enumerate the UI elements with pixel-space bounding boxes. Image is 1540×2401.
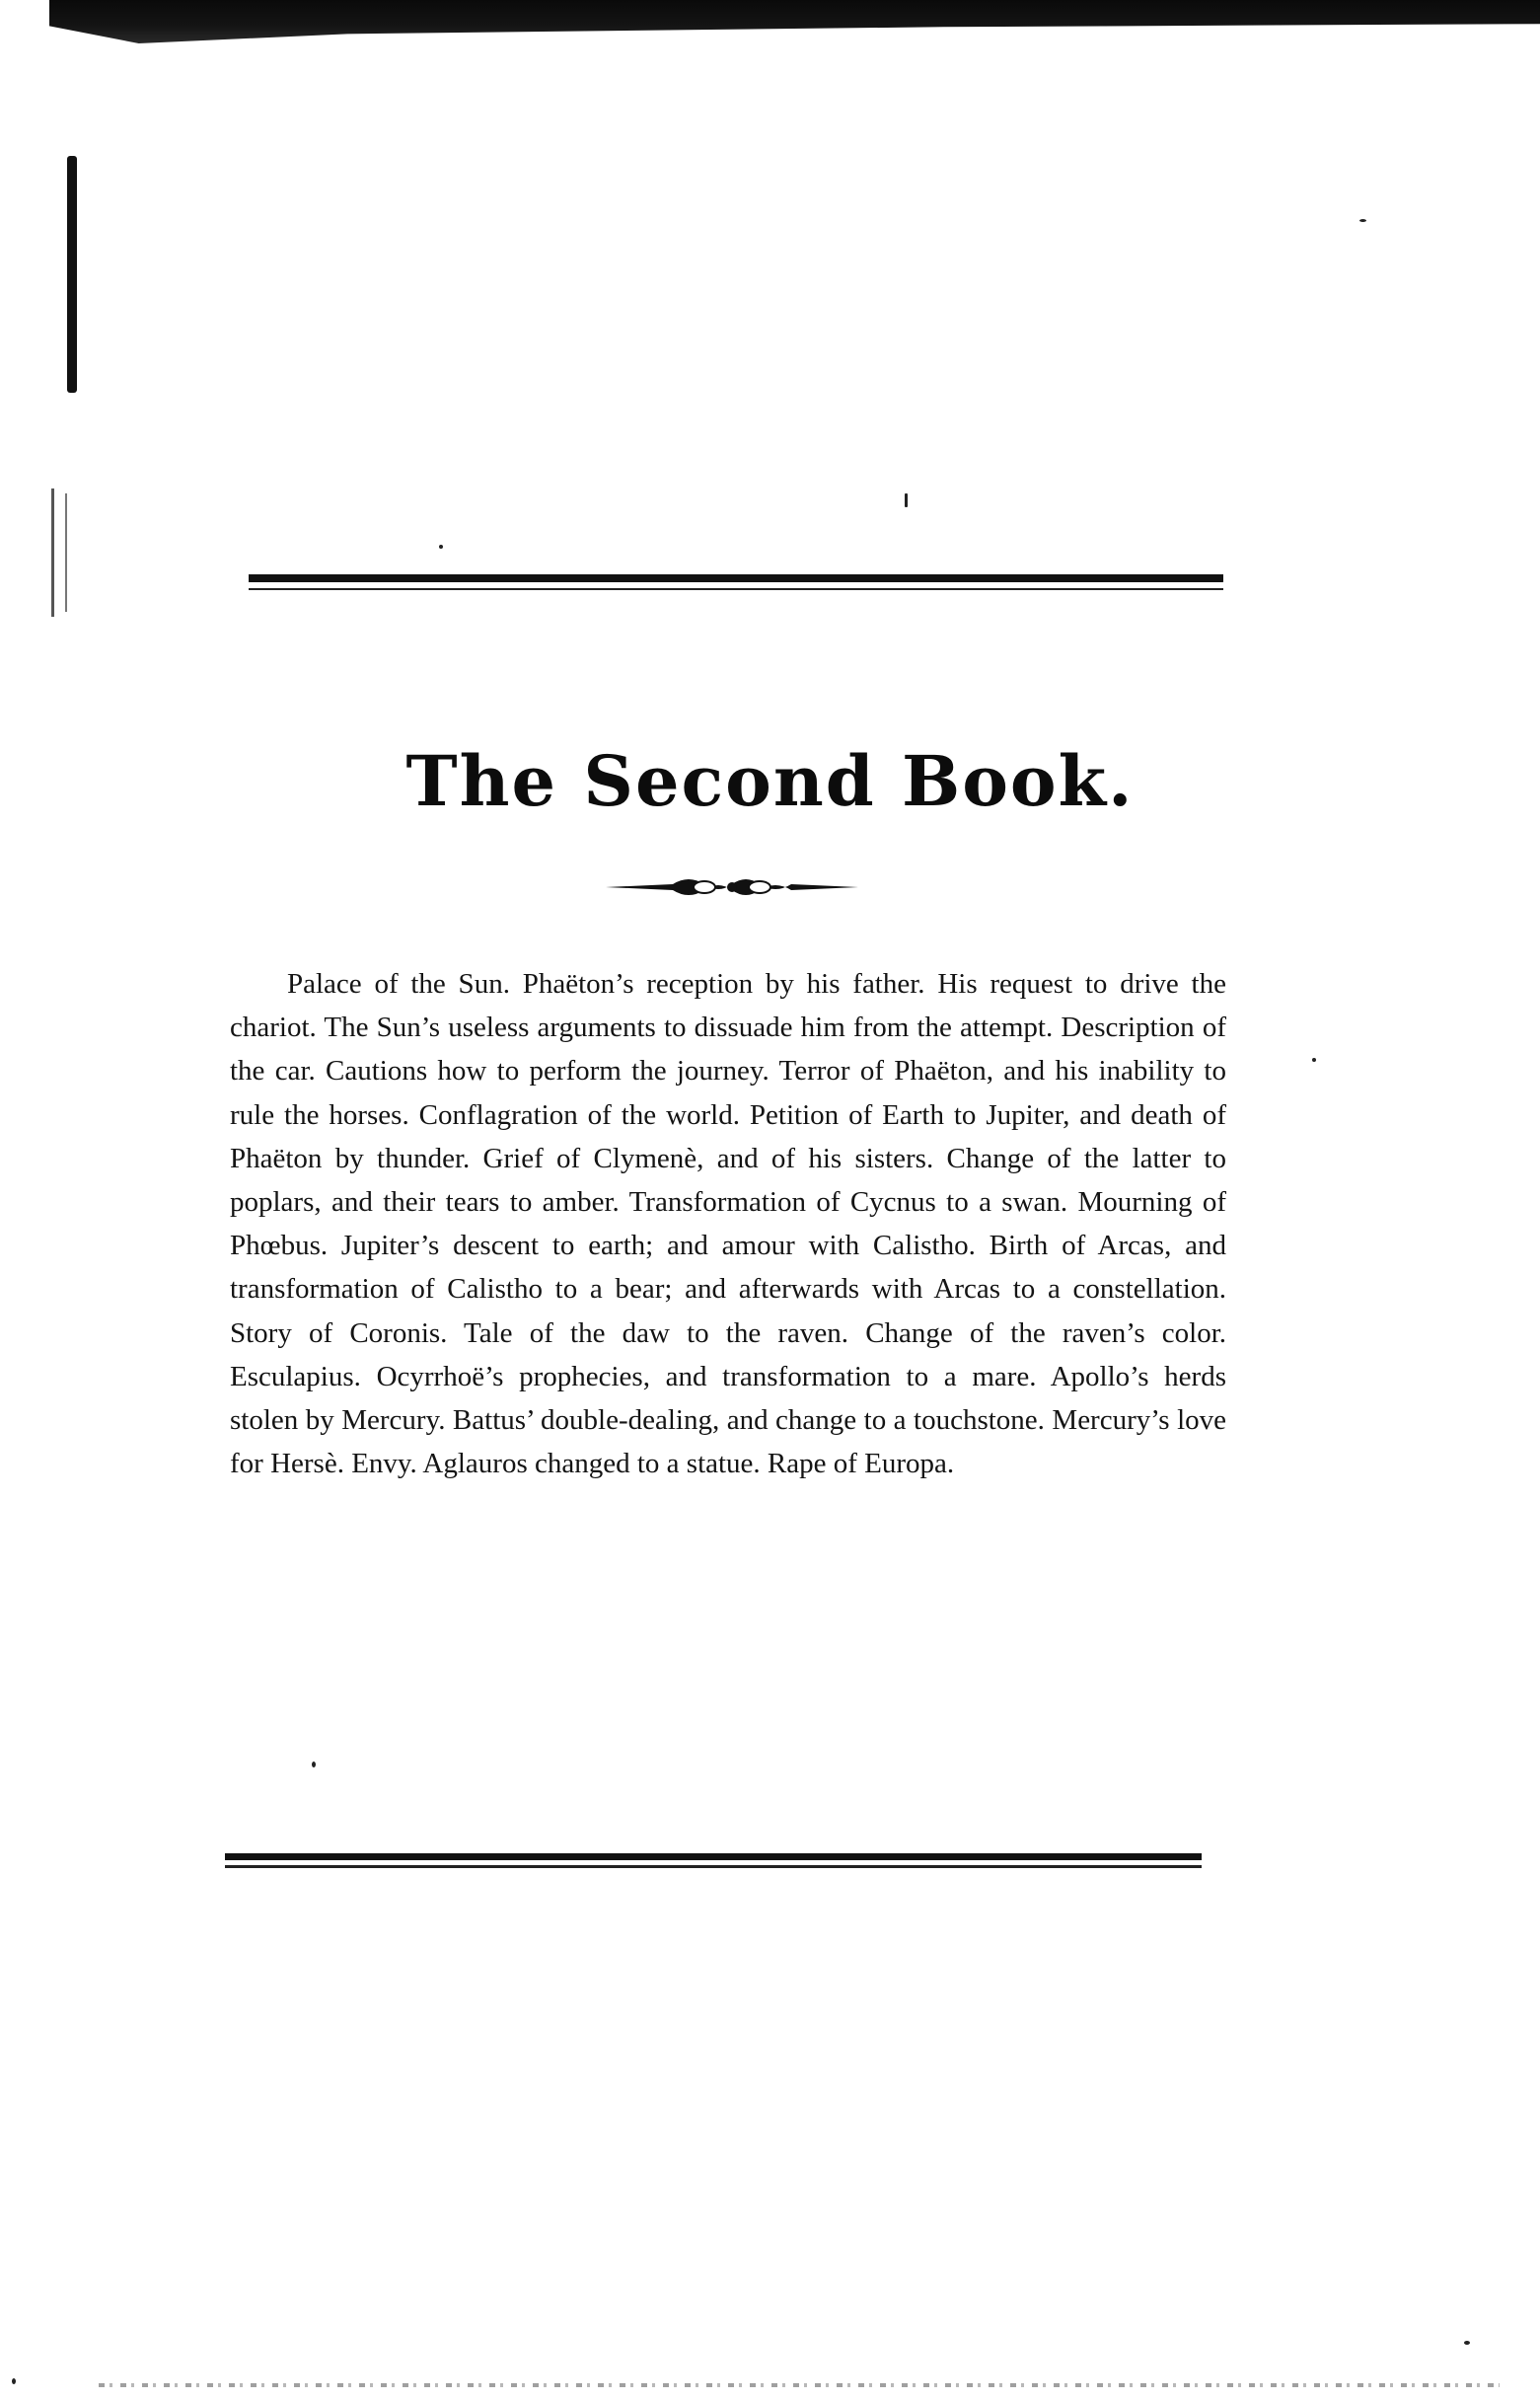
scan-bottom-edge bbox=[99, 2383, 1500, 2387]
top-double-rule bbox=[249, 574, 1223, 590]
scan-left-mark bbox=[67, 156, 77, 393]
speck bbox=[12, 2378, 16, 2384]
speck bbox=[1312, 1058, 1316, 1062]
book-title: The Second Book. bbox=[405, 740, 1135, 822]
scan-left-mark bbox=[51, 488, 54, 617]
speck bbox=[312, 1762, 316, 1767]
bottom-double-rule bbox=[225, 1853, 1202, 1868]
speck bbox=[439, 545, 443, 549]
scan-top-edge bbox=[49, 0, 1540, 43]
ornament-divider bbox=[604, 868, 860, 906]
scan-left-mark bbox=[65, 493, 67, 612]
speck bbox=[1464, 2341, 1470, 2345]
chapter-summary: Palace of the Sun. Phaëton’s reception by his father. His request to drive the chariot. The Sun’s useless arguments to dissuade him from the attempt. Description of the car. Cautions how to perform the journey. Terror of Phaëton, and his inability to rule the horses. Conflagration of the world. Petition of Earth to Jupiter, and death of Phaëton by thunder. Grief of Clymenè, and of his sisters. Change of the latter to poplars, and their tears to amber. Transformation of Cycnus to a swan. Mourning of Phœbus. Jupiter’s descent to earth; and amour with Calistho. Birth of Arcas, and transformation of Calistho to a bear; and afterwards with Arcas to a constellation. Story of Coronis. Tale of the daw to the raven. Change of the raven’s color. Esculapius. Ocyrrhoë’s prophecies, and transformation to a mare. Apollo’s herds stolen by Mercury. Battus’ double-dealing, and change to a touchstone. Mercury’s love for Hersè. Envy. Aglauros changed to a statue. Rape of Europa. bbox=[230, 968, 1226, 1480]
speck bbox=[905, 493, 908, 507]
speck bbox=[1359, 219, 1366, 222]
